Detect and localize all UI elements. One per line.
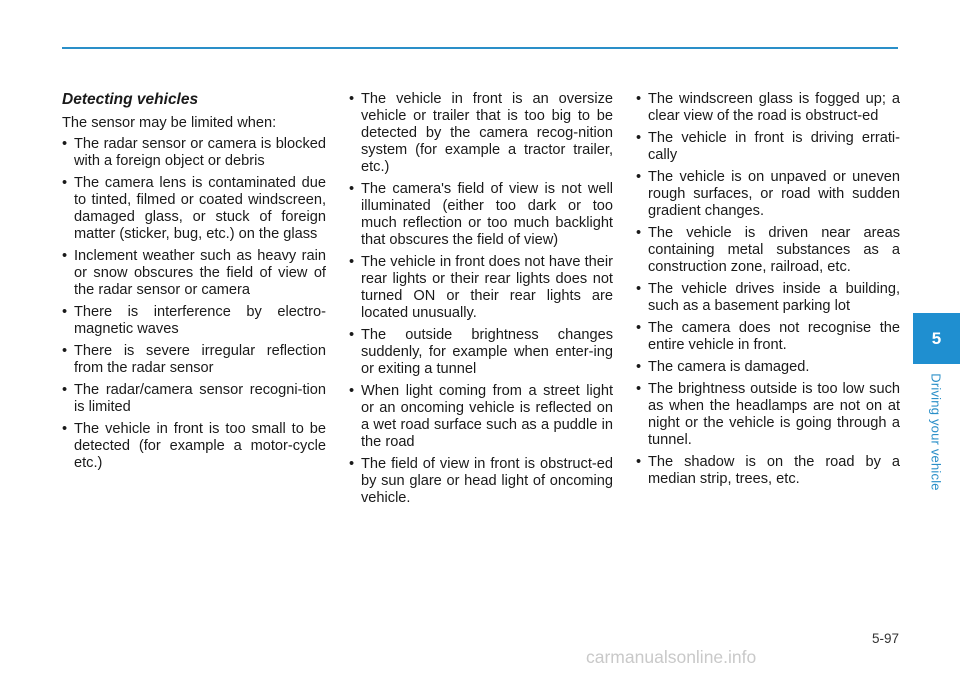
bullet-icon: • — [349, 327, 355, 343]
bullet-icon: • — [349, 383, 355, 399]
bullet-icon: • — [636, 320, 642, 336]
bullet-icon: • — [636, 130, 642, 146]
list-item — [62, 421, 326, 472]
list-item — [636, 169, 900, 220]
list-item-text: The shadow is on the road by a median strip, trees, etc. — [648, 454, 900, 487]
list-item-text: There is interference by electro-magnetic waves — [74, 304, 326, 337]
list-item — [349, 327, 613, 378]
list-item-text: The outside brightness changes suddenly, for example when enter-ing or exiting a tunnel — [361, 327, 613, 377]
list-item — [636, 320, 900, 354]
list-item-text: The field of view in front is obstruct-ed by sun glare or head light of oncoming vehicle. — [361, 456, 613, 506]
list-item-text: When light coming from a street light or an oncoming vehicle is reflected on a wet road surface such as a puddle in the road — [361, 383, 613, 450]
list-item — [349, 254, 613, 322]
header-rule — [62, 47, 898, 49]
list-item — [636, 130, 900, 164]
bullet-icon: • — [636, 454, 642, 470]
list-item-text: The vehicle is on unpaved or uneven rough surfaces, or road with sudden gradient changes. — [648, 169, 900, 219]
list-item-text: The brightness outside is too low such as when the headlamps are not on at night or the vehicle is going through a tunnel. — [648, 381, 900, 448]
list-item — [636, 281, 900, 315]
list-item-text: The camera's field of view is not well illuminated (either too dark or too much reflection or too much backlight that obscures the field of view) — [361, 181, 613, 248]
list-item-text: The vehicle in front does not have their rear lights or their rear lights does not turned ON or their rear lights are located unusually. — [361, 254, 613, 321]
bullet-icon: • — [349, 456, 355, 472]
list-item-text: The vehicle in front is an oversize vehicle or trailer that is too big to be detected by the camera recog-nition system (for example a tractor trailer, etc.) — [361, 91, 613, 175]
bullet-icon: • — [62, 304, 68, 320]
column-3 — [636, 91, 900, 493]
list-item — [62, 343, 326, 377]
bullet-icon: • — [62, 382, 68, 398]
list-item — [349, 181, 613, 249]
bullet-icon: • — [349, 254, 355, 270]
chapter-number: 5 — [931, 328, 942, 348]
bullet-icon: • — [636, 169, 642, 185]
bullet-icon: • — [62, 136, 68, 152]
list-item-text: The camera lens is contaminated due to tinted, filmed or coated windscreen, damaged glass, or stuck of foreign matter (sticker, bug, etc.) on the glass — [74, 175, 326, 242]
list-item — [636, 359, 900, 376]
bullet-icon: • — [62, 175, 68, 191]
list-item-text: The vehicle drives inside a building, such as a basement parking lot — [648, 281, 900, 314]
bullet-icon: • — [636, 225, 642, 241]
list-item-text: The camera does not recognise the entire vehicle in front. — [648, 320, 900, 353]
list-item — [636, 225, 900, 276]
chapter-label: Driving your vehicle — [928, 373, 944, 491]
list-item-text: The vehicle in front is too small to be detected (for example a motor-cycle etc.) — [74, 421, 326, 471]
bullet-icon: • — [636, 381, 642, 397]
list-item-text: Inclement weather such as heavy rain or snow obscures the field of view of the radar sensor or camera — [74, 248, 326, 298]
list-item — [636, 91, 900, 125]
list-item-text: The vehicle is driven near areas containing metal substances as a construction zone, railroad, etc. — [648, 225, 900, 275]
bullet-icon: • — [636, 359, 642, 375]
bullet-list-2 — [349, 91, 613, 507]
list-item — [636, 381, 900, 449]
bullet-icon: • — [62, 248, 68, 264]
bullet-icon: • — [349, 91, 355, 107]
list-item — [62, 382, 326, 416]
bullet-icon: • — [636, 91, 642, 107]
list-item — [62, 304, 326, 338]
list-item — [349, 91, 613, 176]
list-item — [62, 248, 326, 299]
list-item — [62, 136, 326, 170]
list-item-text: The radar sensor or camera is blocked with a foreign object or debris — [74, 136, 326, 169]
list-item-text: The camera is damaged. — [648, 359, 810, 375]
bullet-icon: • — [349, 181, 355, 197]
list-item — [349, 383, 613, 451]
bullet-icon: • — [62, 421, 68, 437]
list-item — [349, 456, 613, 507]
list-item-text: The radar/camera sensor recogni-tion is limited — [74, 382, 326, 415]
column-2 — [349, 91, 613, 512]
section-heading: Detecting vehicles — [62, 91, 199, 108]
page-number: 5-97 — [872, 631, 900, 646]
list-item-text: The windscreen glass is fogged up; a clear view of the road is obstruct-ed — [648, 91, 900, 124]
bullet-icon: • — [636, 281, 642, 297]
bullet-icon: • — [62, 343, 68, 359]
list-item-text: The vehicle in front is driving errati-cally — [648, 130, 900, 163]
bullet-list-3 — [636, 91, 900, 488]
list-item — [636, 454, 900, 488]
watermark: carmanualsonline.info — [586, 647, 757, 667]
list-item-text: There is severe irregular reflection from the radar sensor — [74, 343, 326, 376]
list-item — [62, 175, 326, 243]
section-intro: The sensor may be limited when: — [62, 115, 277, 131]
chapter-tab[interactable] — [913, 313, 960, 364]
bullet-list-1 — [62, 136, 326, 472]
column-1 — [62, 91, 326, 477]
